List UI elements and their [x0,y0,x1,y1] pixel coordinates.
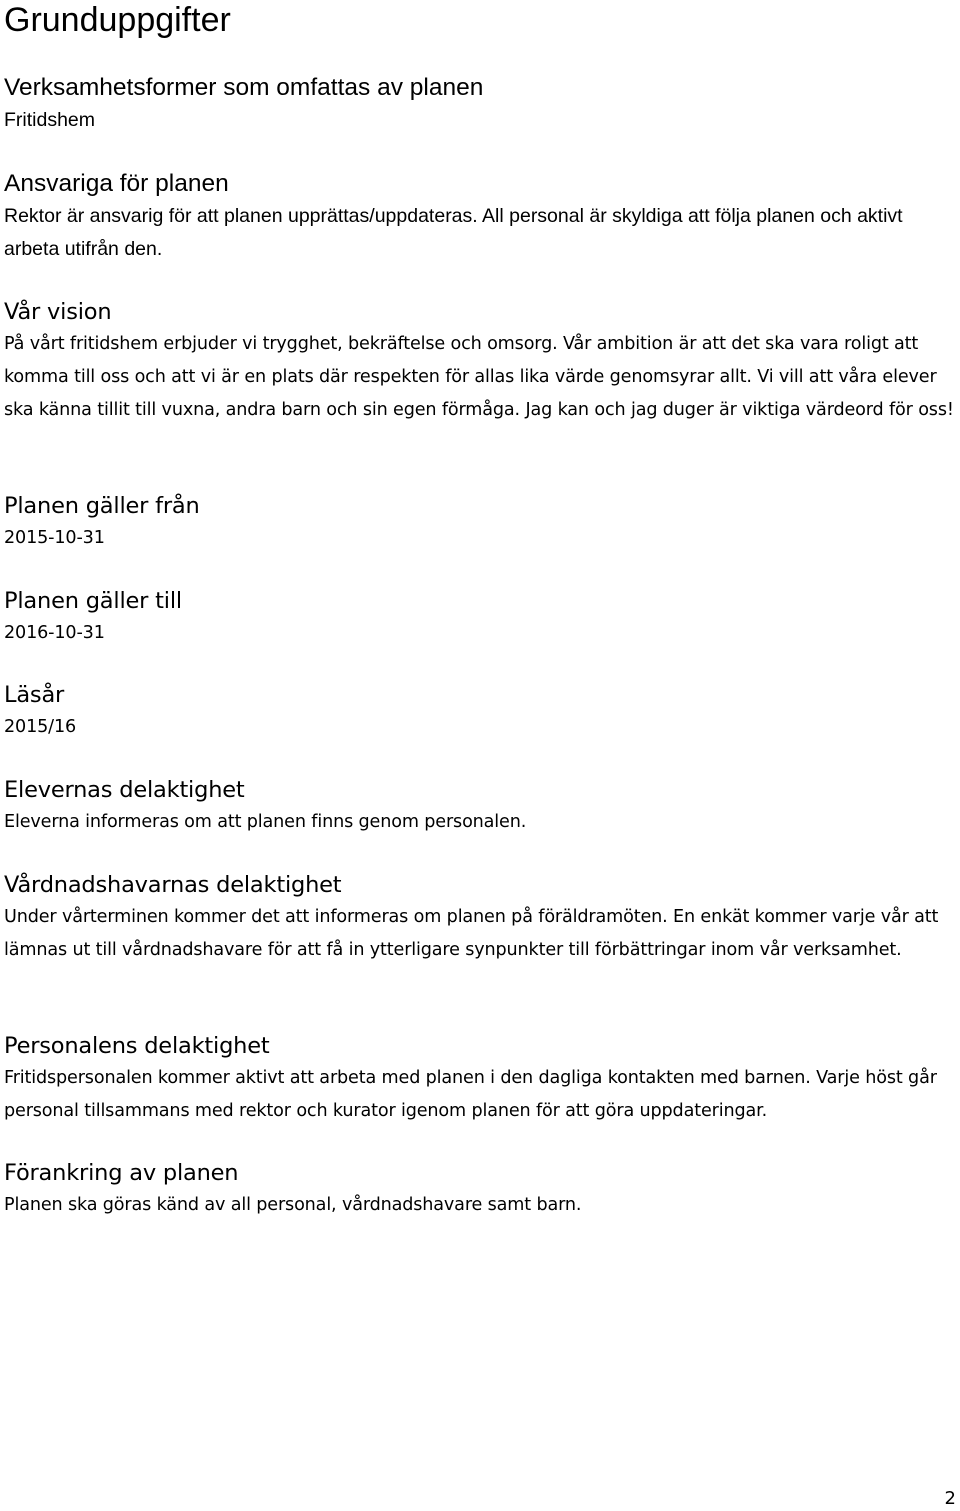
section-body: Under vårterminen kommer det att informeras om planen på föräldramöten. En enkät kommer varje vår att lämnas ut till vårdnadshavare för att få in ytterligare synpunkter till förbättringar inom vår verksamhet. [4,907,939,960]
section-heading: Ansvariga för planen [4,170,229,197]
section-personalens-delaktighet [4,1030,956,1128]
section-vardnadshavarnas-delaktighet [4,869,956,967]
section-ansvariga [4,168,956,266]
page-title: Grunduppgifter [4,1,231,39]
section-planen-galler-fran [4,490,956,555]
section-var-vision [4,296,956,427]
section-heading: Läsår [4,682,65,708]
section-body: Eleverna informeras om att planen finns genom personalen. [4,812,527,832]
section-forankring [4,1157,956,1222]
section-lasar [4,679,956,744]
section-heading: Planen gäller till [4,588,182,614]
section-body: 2016-10-31 [4,623,105,643]
section-body: På vårt fritidshem erbjuder vi trygghet, bekräftelse och omsorg. Vår ambition är att det ska vara roligt att komma till oss och att vi är en plats där respekten för allas lika värde genomsyrar allt. Vi vill att våra elever ska känna tillit till vuxna, andra barn och sin egen förmåga. Jag kan och jag duger är viktiga värdeord för oss! [4,334,954,420]
section-heading: Planen gäller från [4,493,200,519]
page-number: 2 [944,1488,956,1509]
section-heading: Elevernas delaktighet [4,777,245,803]
section-body: 2015-10-31 [4,528,105,548]
section-elevernas-delaktighet [4,774,956,839]
section-body: Planen ska göras känd av all personal, vårdnadshavare samt barn. [4,1195,582,1215]
section-body: Fritidshem [4,109,96,131]
section-heading: Verksamhetsformer som omfattas av planen [4,74,484,101]
section-heading: Förankring av planen [4,1160,239,1186]
section-heading: Vår vision [4,299,112,325]
section-body: 2015/16 [4,717,77,737]
section-heading: Vårdnadshavarnas delaktighet [4,872,342,898]
section-planen-galler-till [4,585,956,650]
section-heading: Personalens delaktighet [4,1033,270,1059]
section-body: Fritidspersonalen kommer aktivt att arbeta med planen i den dagliga kontakten med barnen. Varje höst går personal tillsammans med rektor och kurator igenom planen för att göra uppdateringar. [4,1068,937,1121]
section-body: Rektor är ansvarig för att planen upprättas/uppdateras. All personal är skyldiga att följa planen och aktivt arbeta utifrån den. [4,205,903,260]
section-verksamhetsformer [4,72,956,137]
